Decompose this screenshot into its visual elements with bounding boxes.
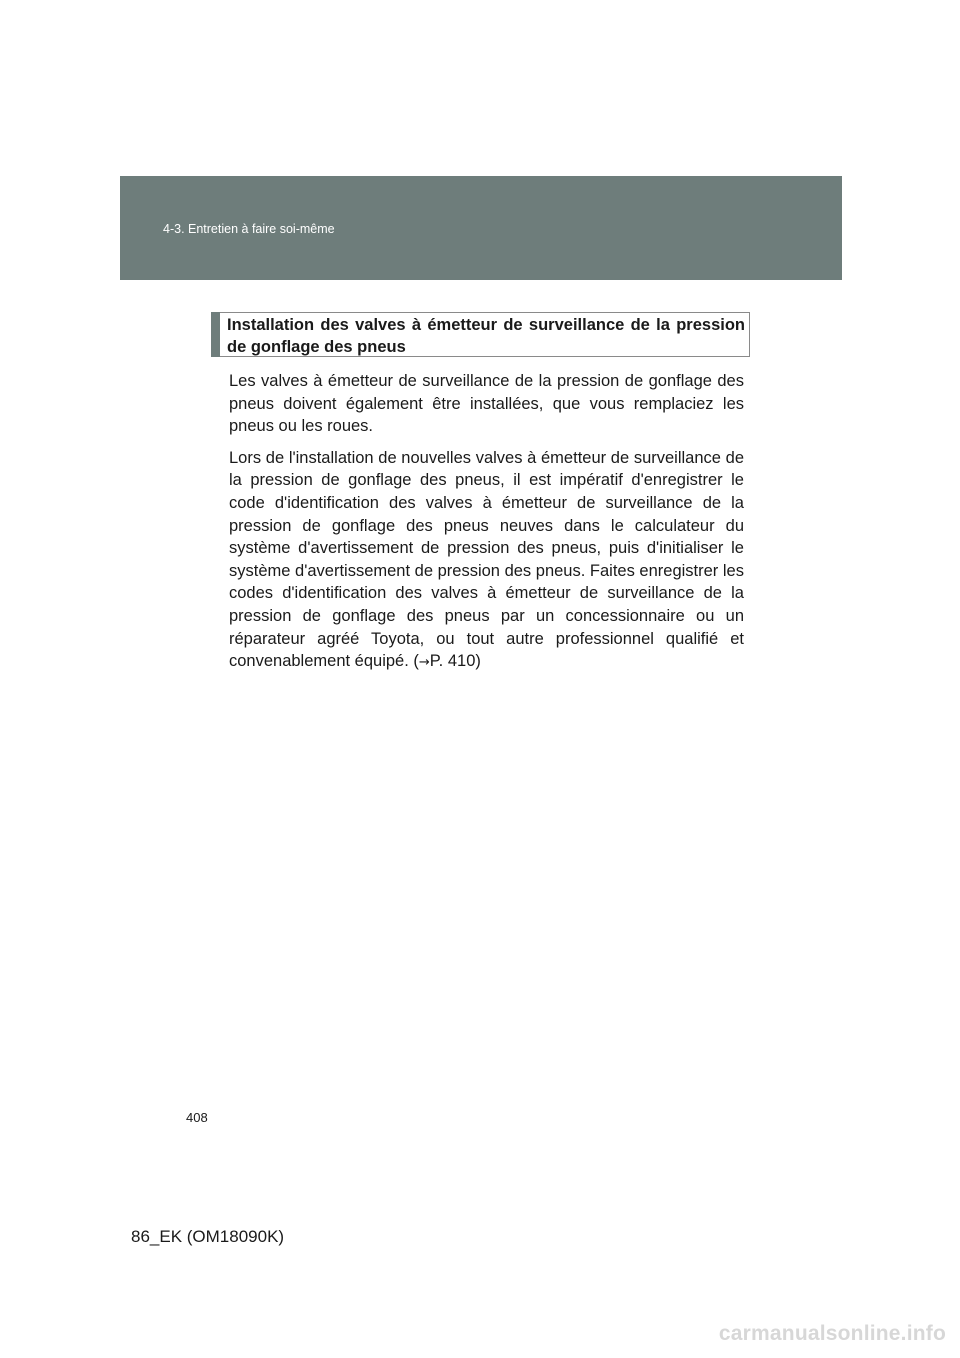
watermark: carmanualsonline.info: [718, 1322, 946, 1345]
page-number: 408: [186, 1110, 208, 1125]
arrow-right-icon: →: [418, 655, 430, 671]
subsection-heading-box: [211, 312, 750, 357]
page-reference-link[interactable]: P. 410): [429, 652, 481, 671]
document-code: 86_EK (OM18090K): [131, 1227, 285, 1246]
chapter-header-band: [120, 176, 842, 280]
subsection-heading: Installation des valves à émetteur de surveillance de la pression de gonflage des pneus: [227, 316, 745, 356]
paragraph-2-text: Lors de l'installation de nouvelles valves à émetteur de surveillance de la pression de gonflage des pneus, il est impératif d'enregistrer le code d'identification des valves à émetteur de surveillance de la pression de gonflage des pneus neuves dans le calculateur du système d'avertissement de pression des pneus, puis d'initialiser le système d'avertissement de pression des pneus. Faites enregistrer les codes d'identification des valves à émetteur de surveillance de la pression de gonflage des pneus par un concessionnaire ou un réparateur agréé Toyota, ou tout autre professionnel qualifié et convenablement équipé. (: [229, 448, 744, 671]
body-text: [229, 370, 744, 684]
paragraph-2: [229, 447, 744, 675]
heading-accent-bar: [211, 312, 220, 357]
section-title: 4-3. Entretien à faire soi-même: [163, 222, 335, 236]
paragraph-1: Les valves à émetteur de surveillance de la pression de gonflage des pneus doivent également être installées, que vous remplaciez les pneus ou les roues.: [229, 372, 744, 436]
